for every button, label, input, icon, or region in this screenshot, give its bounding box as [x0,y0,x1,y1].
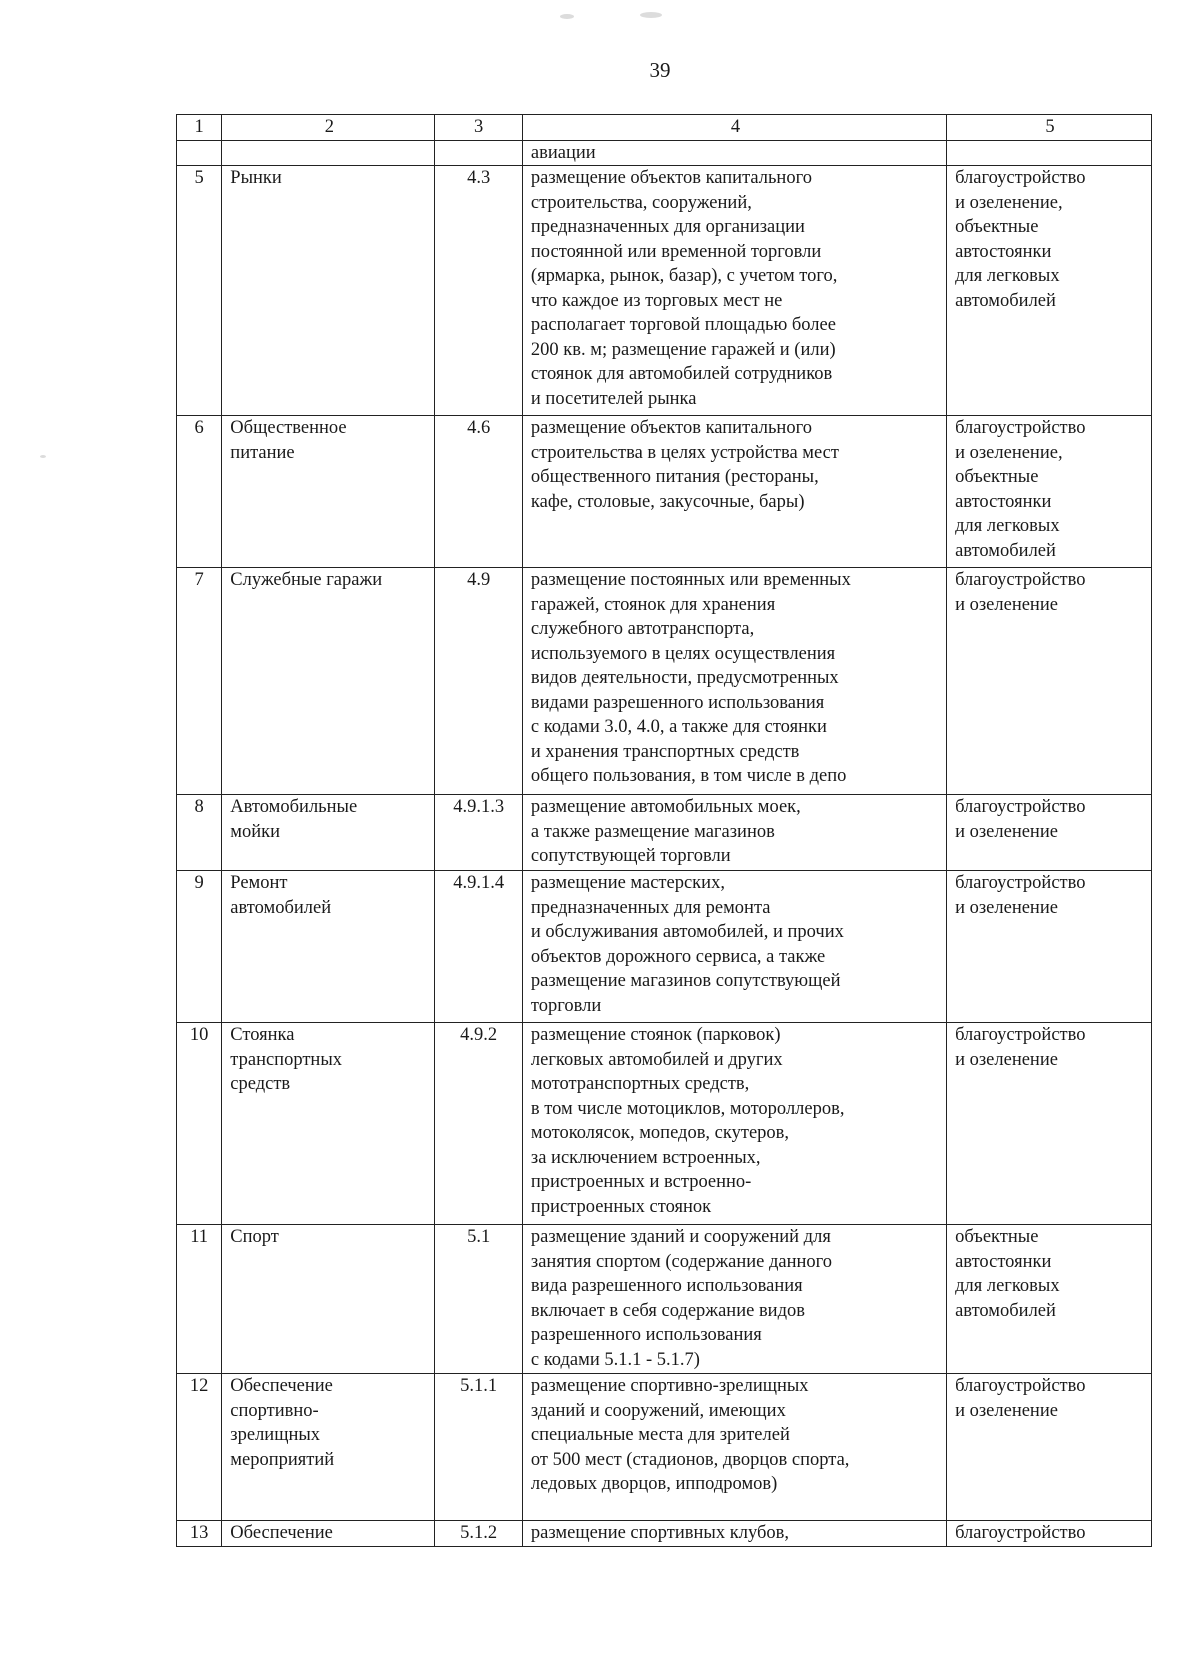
scan-speck [40,455,46,458]
use-description-text: размещение объектов капитального строительства, сооружений, предназначенных для организации постоянной или временной торговли (ярмарка, рынок, базар), с учетом того, что каждое из торговых мест не располагает торговой площадью более 200 кв. м; размещение гаражей и (или) стоянок для автомобилей сотрудников и посетителей рынка [530,168,838,409]
use-description-cell [522,1521,946,1547]
use-description-cell [522,1225,946,1374]
use-code-cell [435,140,523,166]
column-header-1: 1 [177,115,222,141]
use-code-cell [435,1521,523,1547]
use-code-cell [435,416,523,568]
use-name-text: Ремонт автомобилей [230,873,332,918]
row-number-text: 9 [194,873,204,893]
use-code-text: 4.9.1.4 [453,873,505,893]
table-row [177,166,1152,416]
use-name-cell [222,568,435,795]
use-code-cell [435,568,523,795]
use-name-text: Рынки [230,168,282,188]
use-name-text: Служебные гаражи [230,570,383,590]
land-use-table [176,114,1152,1547]
use-name-text: Стоянка транспортных средств [230,1025,343,1094]
use-description-cell [522,568,946,795]
use-description-text: размещение автомобильных моек, а также размещение магазинов сопутствующей торговли [530,797,801,866]
column-header-2: 2 [222,115,435,141]
column-header-5: 5 [947,115,1152,141]
use-description-text: размещение спортивных клубов, [530,1523,789,1543]
table-row [177,1374,1152,1521]
use-name-cell [222,795,435,871]
use-name-cell [222,166,435,416]
column-header-4: 4 [522,115,946,141]
table-row [177,1521,1152,1547]
table-row [177,1023,1152,1225]
use-description-text: размещение объектов капитального строительства в целях устройства мест общественного питания (рестораны, кафе, столовые, закусочные, бары) [530,418,839,512]
row-number-text: 12 [189,1376,209,1396]
row-number-text: 11 [190,1227,209,1247]
row-number-text: 8 [194,797,204,817]
row-number-cell [177,568,222,795]
use-name-text: Общественное питание [230,418,347,463]
row-number-cell [177,1023,222,1225]
use-params-cell [947,166,1152,416]
use-params-text: благоустройство и озеленение [955,1376,1086,1421]
row-number-text: 7 [194,570,204,590]
use-code-text: 4.3 [467,168,491,188]
use-description-text: размещение зданий и сооружений для занятия спортом (содержание данного вида разрешенного использования включает в себя содержание видов разрешенного использования с кодами 5.1.1 - 5.1.7) [530,1227,833,1370]
use-name-text: Автомобильные мойки [230,797,358,842]
use-params-cell [947,1225,1152,1374]
use-description-cell [522,166,946,416]
row-number-cell [177,416,222,568]
use-params-text: благоустройство и озеленение [955,797,1086,842]
table-row [177,795,1152,871]
use-code-cell [435,871,523,1023]
row-number-cell [177,1225,222,1374]
use-description-cell [522,1023,946,1225]
use-code-text: 4.9.1.3 [453,797,505,817]
use-description-cell [522,795,946,871]
use-params-text: благоустройство [955,1523,1086,1543]
use-code-cell [435,1023,523,1225]
row-number-cell [177,795,222,871]
table-header-row [177,115,1152,141]
use-code-text: 4.6 [467,418,491,438]
use-params-cell [947,1374,1152,1521]
use-params-cell [947,1521,1152,1547]
use-code-cell [435,795,523,871]
use-description-text: размещение мастерских, предназначенных для ремонта и обслуживания автомобилей, и прочих объектов дорожного сервиса, а также размещение магазинов сопутствующей торговли [530,873,844,1016]
use-code-text: 5.1 [467,1227,491,1247]
use-name-cell [222,871,435,1023]
use-name-cell [222,1023,435,1225]
use-params-text: благоустройство и озеленение, объектные автостоянки для легковых автомобилей [955,418,1086,561]
use-code-cell [435,166,523,416]
table-row [177,568,1152,795]
row-number-text: 13 [189,1523,209,1543]
use-name-cell [222,140,435,166]
use-description-cell [522,1374,946,1521]
table-row [177,871,1152,1023]
row-number-cell [177,1521,222,1547]
row-number-cell [177,140,222,166]
use-description-cell [522,871,946,1023]
use-params-cell [947,795,1152,871]
use-params-text: благоустройство и озеленение [955,570,1086,615]
row-number-cell [177,166,222,416]
use-description-cell [522,416,946,568]
table-row [177,1225,1152,1374]
use-code-text: 5.1.2 [460,1523,498,1543]
use-name-text: Спорт [230,1227,279,1247]
row-number-text: 10 [189,1025,209,1045]
use-description-text: размещение постоянных или временных гаражей, стоянок для хранения служебного автотранспорта, используемого в целях осуществления видов деятельности, предусмотренных видами разрешенного использования с кодами 3.0, 4.0, а также для стоянки и хранения транспортных средств общего пользования, в том числе в депо [530,570,851,786]
use-name-cell [222,416,435,568]
scan-speck [640,12,662,18]
row-number-text: 6 [194,418,204,438]
use-name-cell [222,1521,435,1547]
row-number-cell [177,871,222,1023]
use-params-text: благоустройство и озеленение, объектные автостоянки для легковых автомобилей [955,168,1086,311]
use-name-cell [222,1374,435,1521]
use-description-text: размещение стоянок (парковок) легковых автомобилей и других мототранспортных средств, в том числе мотоциклов, мотороллеров, мотоколясок, мопедов, скутеров, за исключением встроенных, пристроенных и встроенно- пристроенных стоянок [530,1025,845,1217]
use-code-text: 4.9.2 [460,1025,498,1045]
scan-speck [560,14,574,19]
use-description-text: размещение спортивно-зрелищных зданий и сооружений, имеющих специальные места для зрителей от 500 мест (стадионов, дворцов спорта, ледовых дворцов, ипподромов) [530,1376,850,1494]
row-number-text: 5 [194,168,204,188]
use-params-cell [947,140,1152,166]
use-params-text: благоустройство и озеленение [955,873,1086,918]
use-name-cell [222,1225,435,1374]
page-number: 39 [649,58,671,82]
use-params-text: благоустройство и озеленение [955,1025,1086,1070]
use-params-cell [947,1023,1152,1225]
use-params-cell [947,871,1152,1023]
use-params-cell [947,416,1152,568]
use-params-cell [947,568,1152,795]
use-name-text: Обеспечение спортивно- зрелищных мероприятий [230,1376,335,1470]
use-description-cell [522,140,946,166]
use-params-text: объектные автостоянки для легковых автомобилей [955,1227,1060,1321]
use-code-text: 4.9 [467,570,491,590]
use-code-text: 5.1.1 [460,1376,498,1396]
column-header-3: 3 [435,115,523,141]
use-description-text: авиации [530,142,596,163]
table-row [177,416,1152,568]
table-row [177,140,1152,166]
use-code-cell [435,1225,523,1374]
row-number-cell [177,1374,222,1521]
use-name-text: Обеспечение [230,1523,333,1543]
use-code-cell [435,1374,523,1521]
